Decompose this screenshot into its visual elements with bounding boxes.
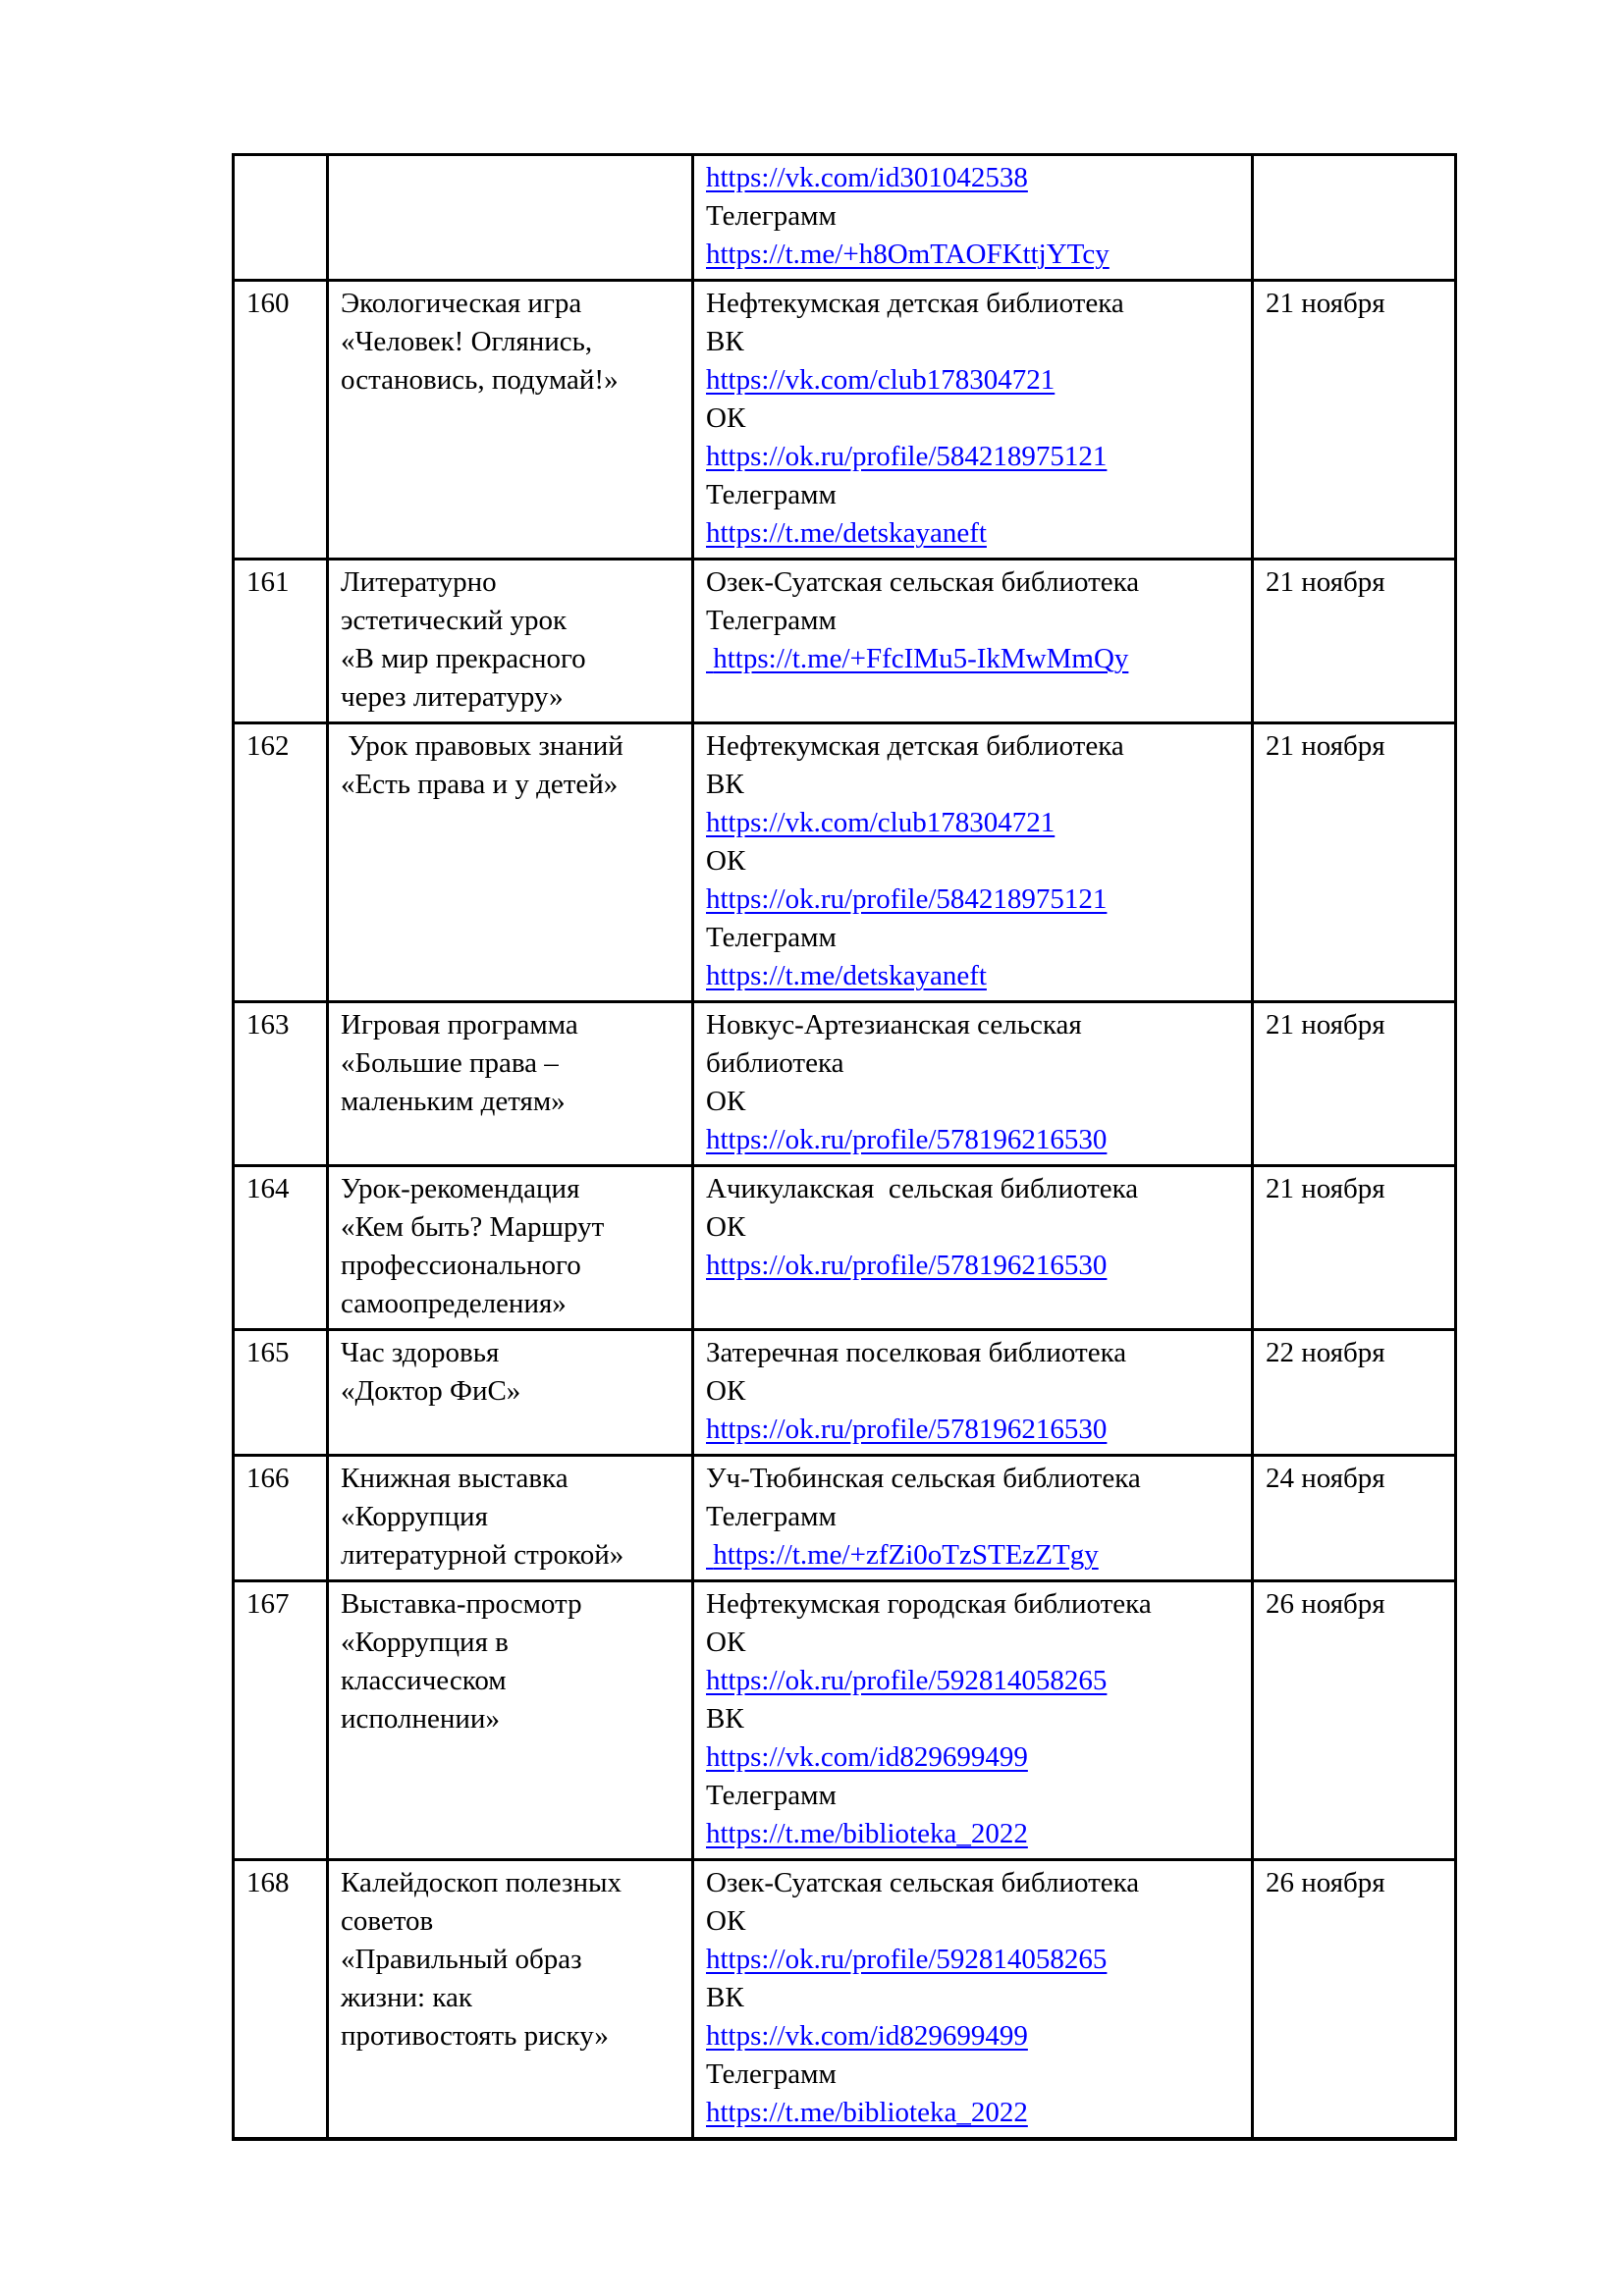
event-date: 21 ноября: [1266, 730, 1385, 762]
library-info-cell: [693, 1166, 1253, 1330]
row-number: 167: [246, 1588, 290, 1620]
row-number: 168: [246, 1867, 290, 1898]
event-name-line: эстетический урок: [341, 605, 568, 636]
library-link-line: [706, 1941, 1245, 1979]
table-row: [234, 1002, 1456, 1166]
event-name-line: литературной строкой»: [341, 1539, 624, 1571]
event-name-line: Экологическая игра: [341, 288, 582, 319]
library-info-cell: [693, 723, 1253, 1002]
row-number: 162: [246, 730, 290, 762]
event-name-cell: [328, 1860, 693, 2140]
library-info-line: Озек-Суатская сельская библиотека: [706, 1867, 1140, 1898]
event-name-line: «Кем быть? Маршрут: [341, 1211, 605, 1243]
event-name-line: жизни: как: [341, 1982, 472, 2013]
event-date: 22 ноября: [1266, 1337, 1385, 1368]
library-link-line: [706, 1411, 1245, 1449]
library-link-line: [706, 804, 1245, 842]
library-info-line: Нефтекумская городская библиотека: [706, 1588, 1152, 1620]
library-link-line: [706, 159, 1245, 197]
library-link-line: [706, 1247, 1245, 1285]
library-info-line: Телеграмм: [706, 922, 837, 953]
row-number: 165: [246, 1337, 290, 1368]
social-link[interactable]: https://t.me/+zfZi0oTzSTEzZTgy: [706, 1539, 1099, 1571]
library-link-line: [706, 2094, 1245, 2132]
row-number-cell: [234, 560, 328, 723]
table-row: [234, 1456, 1456, 1581]
social-link[interactable]: https://ok.ru/profile/592814058265: [706, 1944, 1108, 1975]
table-row: [234, 1581, 1456, 1860]
row-number: 163: [246, 1009, 290, 1041]
event-date-cell: [1253, 1166, 1456, 1330]
event-date-cell: [1253, 281, 1456, 560]
library-link-line: [706, 881, 1245, 919]
library-link-line: [706, 1815, 1245, 1853]
library-info-line: Новкус-Артезианская сельская: [706, 1009, 1082, 1041]
library-info-line: библиотека: [706, 1047, 844, 1079]
library-info-cell: [693, 281, 1253, 560]
library-info-cell: [693, 1456, 1253, 1581]
event-date: 24 ноября: [1266, 1463, 1385, 1494]
social-link[interactable]: https://t.me/biblioteka_2022: [706, 2097, 1028, 2128]
event-name-cell: [328, 1166, 693, 1330]
row-number-cell: [234, 723, 328, 1002]
event-date-cell: [1253, 560, 1456, 723]
event-date: 26 ноября: [1266, 1588, 1385, 1620]
event-date: 21 ноября: [1266, 1009, 1385, 1041]
table-row: [234, 723, 1456, 1002]
social-link[interactable]: https://ok.ru/profile/578196216530: [706, 1124, 1108, 1155]
library-link-line: [706, 1121, 1245, 1159]
event-name-line: советов: [341, 1905, 434, 1937]
library-info-line: ОК: [706, 402, 746, 434]
event-name-line: Урок правовых знаний: [341, 730, 623, 762]
event-name-cell: [328, 1581, 693, 1860]
row-number-cell: [234, 1002, 328, 1166]
event-name-line: самоопределения»: [341, 1288, 567, 1319]
event-date-cell: [1253, 1581, 1456, 1860]
event-name-cell: [328, 1002, 693, 1166]
social-link[interactable]: https://vk.com/id829699499: [706, 2020, 1028, 2052]
library-link-line: [706, 1738, 1245, 1777]
library-info-line: Телеграмм: [706, 1780, 837, 1811]
library-info-line: Затеречная поселковая библиотека: [706, 1337, 1127, 1368]
row-number-cell: [234, 155, 328, 281]
library-info-line: ОК: [706, 1375, 746, 1407]
library-info-cell: [693, 155, 1253, 281]
library-info-line: Озек-Суатская сельская библиотека: [706, 566, 1140, 598]
event-name-line: «Коррупция: [341, 1501, 488, 1532]
event-name-line: Книжная выставка: [341, 1463, 568, 1494]
library-link-line: [706, 438, 1245, 476]
event-date: 21 ноября: [1266, 288, 1385, 319]
event-date-cell: [1253, 155, 1456, 281]
event-date-cell: [1253, 1860, 1456, 2140]
social-link[interactable]: https://vk.com/club178304721: [706, 364, 1056, 396]
event-date-cell: [1253, 723, 1456, 1002]
event-name-line: классическом: [341, 1665, 507, 1696]
social-link[interactable]: https://ok.ru/profile/584218975121: [706, 441, 1108, 472]
library-info-line: Ачикулакская сельская библиотека: [706, 1173, 1139, 1204]
library-info-line: ВК: [706, 326, 744, 357]
event-name-cell: [328, 1456, 693, 1581]
library-info-cell: [693, 1002, 1253, 1166]
library-info-line: Телеграмм: [706, 200, 837, 232]
event-name-line: «Коррупция в: [341, 1627, 509, 1658]
table-row: [234, 1166, 1456, 1330]
social-link[interactable]: https://ok.ru/profile/592814058265: [706, 1665, 1108, 1696]
library-info-line: Телеграмм: [706, 605, 837, 636]
library-link-line: [706, 361, 1245, 400]
event-name-cell: [328, 281, 693, 560]
row-number: 160: [246, 288, 290, 319]
table-row: [234, 155, 1456, 281]
library-info-line: ВК: [706, 769, 744, 800]
library-link-line: [706, 2017, 1245, 2056]
event-name-line: Час здоровья: [341, 1337, 500, 1368]
row-number-cell: [234, 1456, 328, 1581]
social-link[interactable]: https://t.me/biblioteka_2022: [706, 1818, 1028, 1849]
library-info-line: Нефтекумская детская библиотека: [706, 730, 1124, 762]
library-info-line: ОК: [706, 1627, 746, 1658]
event-name-line: Выставка-просмотр: [341, 1588, 582, 1620]
events-table-body: [234, 155, 1456, 2140]
table-row: [234, 560, 1456, 723]
library-info-line: Телеграмм: [706, 1501, 837, 1532]
event-date-cell: [1253, 1002, 1456, 1166]
event-name-line: остановись, подумай!»: [341, 364, 619, 396]
social-link[interactable]: https://vk.com/id301042538: [706, 162, 1028, 193]
event-name-line: «Человек! Оглянись,: [341, 326, 593, 357]
library-info-cell: [693, 1330, 1253, 1456]
library-info-line: Уч-Тюбинская сельская библиотека: [706, 1463, 1141, 1494]
event-name-line: через литературу»: [341, 681, 564, 713]
event-date: 21 ноября: [1266, 1173, 1385, 1204]
social-link[interactable]: https://vk.com/club178304721: [706, 807, 1056, 838]
event-date: 21 ноября: [1266, 566, 1385, 598]
library-link-line: [706, 514, 1245, 553]
event-name-cell: [328, 155, 693, 281]
social-link[interactable]: https://vk.com/id829699499: [706, 1741, 1028, 1773]
table-row: [234, 1330, 1456, 1456]
event-name-line: Литературно: [341, 566, 497, 598]
event-name-line: профессионального: [341, 1250, 581, 1281]
event-name-line: исполнении»: [341, 1703, 500, 1735]
library-link-line: [706, 640, 1245, 678]
social-link[interactable]: https://ok.ru/profile/578196216530: [706, 1414, 1108, 1445]
library-info-cell: [693, 560, 1253, 723]
library-link-line: [706, 1662, 1245, 1700]
library-link-line: [706, 236, 1245, 274]
library-info-cell: [693, 1860, 1253, 2140]
social-link[interactable]: https://ok.ru/profile/578196216530: [706, 1250, 1108, 1281]
event-name-line: маленьким детям»: [341, 1086, 566, 1117]
library-link-line: [706, 957, 1245, 995]
library-info-line: Телеграмм: [706, 2058, 837, 2090]
row-number: 164: [246, 1173, 290, 1204]
social-link[interactable]: https://t.me/+FfcIMu5-IkMwMmQy: [706, 643, 1129, 674]
social-link[interactable]: https://t.me/detskayaneft: [706, 960, 987, 991]
event-name-line: противостоять риску»: [341, 2020, 609, 2052]
event-name-line: «Есть права и у детей»: [341, 769, 619, 800]
row-number-cell: [234, 1166, 328, 1330]
library-info-cell: [693, 1581, 1253, 1860]
event-name-line: «В мир прекрасного: [341, 643, 586, 674]
library-info-line: Нефтекумская детская библиотека: [706, 288, 1124, 319]
event-name-cell: [328, 560, 693, 723]
row-number-cell: [234, 1860, 328, 2140]
library-link-line: [706, 1536, 1245, 1575]
row-number-cell: [234, 1581, 328, 1860]
row-number: 166: [246, 1463, 290, 1494]
table-row: [234, 1860, 1456, 2140]
event-name-cell: [328, 723, 693, 1002]
social-link[interactable]: https://t.me/+h8OmTAOFKttjYTcy: [706, 239, 1110, 270]
event-name-cell: [328, 1330, 693, 1456]
row-number-cell: [234, 281, 328, 560]
library-info-line: ВК: [706, 1703, 744, 1735]
event-date: 26 ноября: [1266, 1867, 1385, 1898]
table-row: [234, 281, 1456, 560]
event-name-line: Игровая программа: [341, 1009, 578, 1041]
library-info-line: ВК: [706, 1982, 744, 2013]
event-date-cell: [1253, 1330, 1456, 1456]
event-name-line: «Большие права –: [341, 1047, 559, 1079]
social-link[interactable]: https://t.me/detskayaneft: [706, 517, 987, 549]
event-date-cell: [1253, 1456, 1456, 1581]
library-info-line: ОК: [706, 1086, 746, 1117]
row-number: 161: [246, 566, 290, 598]
event-name-line: «Правильный образ: [341, 1944, 582, 1975]
row-number-cell: [234, 1330, 328, 1456]
library-info-line: ОК: [706, 1905, 746, 1937]
library-info-line: ОК: [706, 1211, 746, 1243]
library-info-line: ОК: [706, 845, 746, 877]
event-name-line: «Доктор ФиС»: [341, 1375, 521, 1407]
library-info-line: Телеграмм: [706, 479, 837, 510]
event-name-line: Калейдоскоп полезных: [341, 1867, 622, 1898]
social-link[interactable]: https://ok.ru/profile/584218975121: [706, 883, 1108, 915]
events-table: [232, 153, 1457, 2141]
event-name-line: Урок-рекомендация: [341, 1173, 580, 1204]
